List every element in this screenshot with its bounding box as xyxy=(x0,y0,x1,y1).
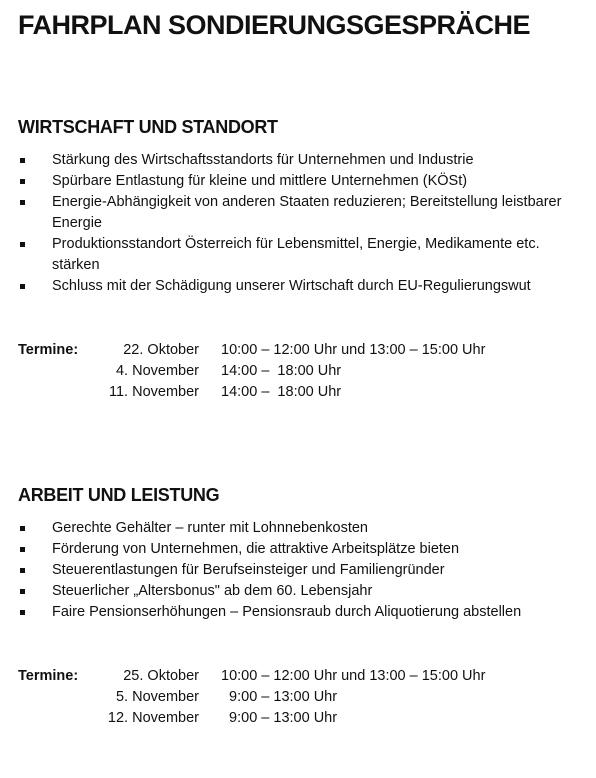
list-item-text: Steuerlicher „Altersbonus" ab dem 60. Lebensjahr xyxy=(52,583,373,599)
document-title: FAHRPLAN SONDIERUNGSGESPRÄCHE xyxy=(18,10,531,40)
list-item xyxy=(18,171,578,192)
bullet-square-icon xyxy=(20,610,25,615)
list-item-text: Energie-Abhängigkeit von anderen Staaten reduzieren; Bereitstellung leistbarer Energie xyxy=(52,194,562,231)
bullet-square-icon xyxy=(20,200,25,205)
bullet-list-arbeit xyxy=(18,518,578,623)
termin-time: 14:00 – 18:00 Uhr xyxy=(221,363,342,379)
list-item xyxy=(18,234,578,276)
list-item xyxy=(18,581,578,602)
bullet-square-icon xyxy=(20,179,25,184)
termin-time: 9:00 – 13:00 Uhr xyxy=(221,689,338,705)
list-item-text: Spürbare Entlastung für kleine und mittlere Unternehmen (KÖSt) xyxy=(52,173,468,189)
bullet-square-icon xyxy=(20,589,25,594)
list-item xyxy=(18,192,578,234)
list-item-text: Steuerentlastungen für Berufseinsteiger und Familiengründer xyxy=(52,562,445,578)
list-item xyxy=(18,560,578,581)
list-item-text: Schluss mit der Schädigung unserer Wirtschaft durch EU-Regulierungswut xyxy=(52,278,531,294)
list-item xyxy=(18,602,578,623)
termin-date: 25. Oktober xyxy=(123,668,199,684)
list-item xyxy=(18,539,578,560)
list-item-text: Stärkung des Wirtschaftsstandorts für Unternehmen und Industrie xyxy=(52,152,474,168)
termin-date: 12. November xyxy=(107,710,199,726)
termin-time: 10:00 – 12:00 Uhr und 13:00 – 15:00 Uhr xyxy=(221,668,486,684)
list-item-text: Produktionsstandort Österreich für Lebensmittel, Energie, Medikamente etc. stärken xyxy=(52,236,540,273)
termin-date: 5. November xyxy=(115,689,199,705)
bullet-square-icon xyxy=(20,158,25,163)
termin-time: 14:00 – 18:00 Uhr xyxy=(221,384,342,400)
list-item xyxy=(18,150,578,171)
bullet-square-icon xyxy=(20,526,25,531)
section-heading-wirtschaft: WIRTSCHAFT UND STANDORT xyxy=(18,117,278,137)
list-item-text: Gerechte Gehälter – runter mit Lohnnebenkosten xyxy=(52,520,368,536)
section-heading-arbeit: ARBEIT UND LEISTUNG xyxy=(18,485,220,505)
termin-time: 9:00 – 13:00 Uhr xyxy=(221,710,338,726)
bullet-square-icon xyxy=(20,242,25,247)
list-item-text: Förderung von Unternehmen, die attraktive Arbeitsplätze bieten xyxy=(52,541,460,557)
termine-label: Termine: xyxy=(18,342,79,358)
termin-time: 10:00 – 12:00 Uhr und 13:00 – 15:00 Uhr xyxy=(221,342,486,358)
bullet-square-icon xyxy=(20,547,25,552)
list-item xyxy=(18,276,578,297)
bullet-square-icon xyxy=(20,568,25,573)
bullet-list-wirtschaft xyxy=(18,150,578,297)
bullet-square-icon xyxy=(20,284,25,289)
list-item-text: Faire Pensionserhöhungen – Pensionsraub durch Aliquotierung abstellen xyxy=(52,604,522,620)
termin-date: 22. Oktober xyxy=(123,342,199,358)
termine-label: Termine: xyxy=(18,668,79,684)
termin-date: 11. November xyxy=(109,384,199,400)
list-item xyxy=(18,518,578,539)
termin-date: 4. November xyxy=(115,363,199,379)
